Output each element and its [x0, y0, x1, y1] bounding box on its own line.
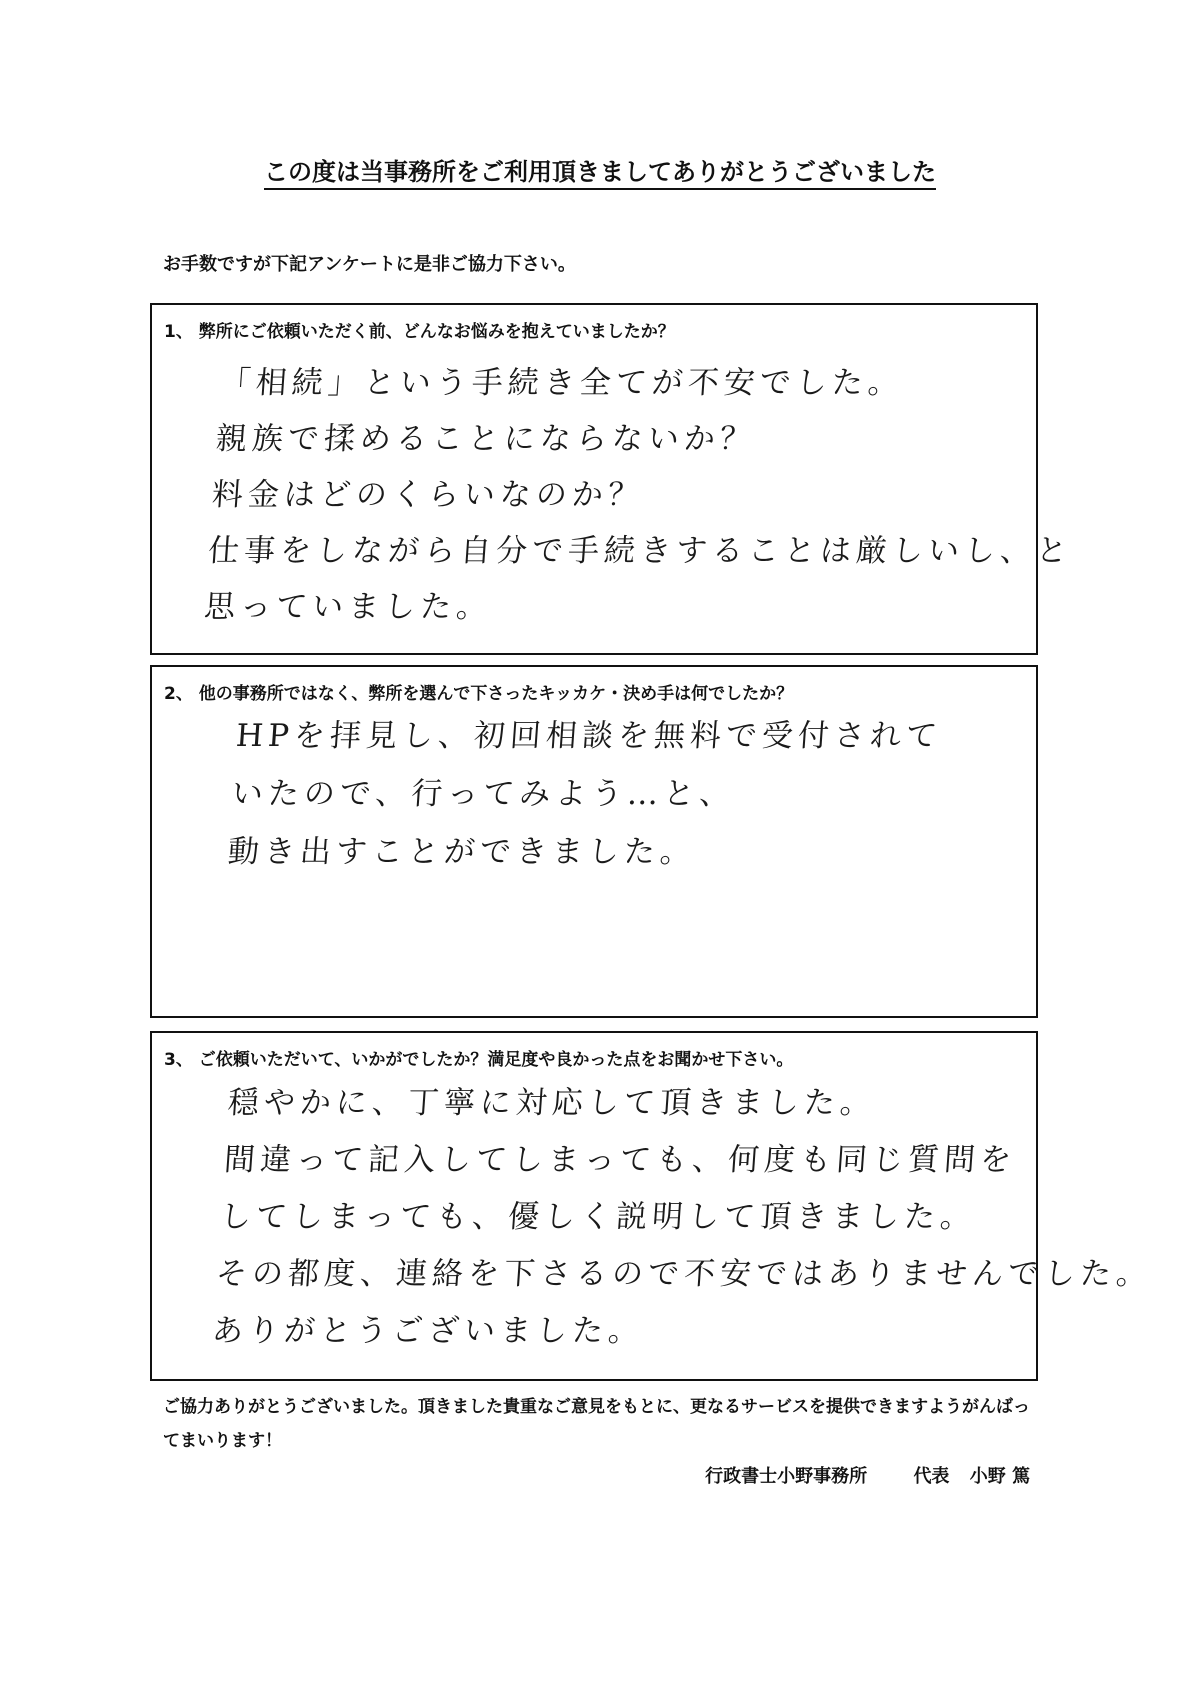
question-3-label: 3、 ご依頼いただいて、いかがでしたか？満足度や良かった点をお聞かせ下さい。	[164, 1050, 794, 1070]
representative-role: 代表	[913, 1466, 950, 1487]
closing-message: ご協力ありがとうございました。頂きました貴重なご意見をもとに、更なるサービスを提供できますようがんばってまいります！	[163, 1397, 1030, 1451]
answer-line: いたので、行ってみよう…と、	[230, 776, 737, 812]
question-1-label: 1、 弊所にご依頼いただく前、どんなお悩みを抱えていましたか？	[164, 322, 675, 342]
answer-line: 仕事をしながら自分で手続きすることは厳しいし、と	[206, 533, 1074, 569]
signature	[705, 1462, 1030, 1488]
answer-line: HPを拝見し、初回相談を無料で受付されて	[234, 718, 944, 754]
question-box-1	[150, 303, 1074, 655]
page-title	[0, 152, 1200, 187]
answer-line: 穏やかに、丁寧に対応して頂きました。	[226, 1085, 878, 1121]
answer-line: 料金はどのくらいなのか？	[210, 477, 646, 513]
answer-line: 親族で揉めることにならないか？	[214, 421, 758, 457]
survey-intro: お手数ですが下記アンケートに是非ご協力下さい。	[163, 254, 576, 275]
answer-line: 動き出すことができました。	[226, 834, 698, 870]
question-box-3	[150, 1031, 1154, 1381]
question-2-answer	[226, 707, 944, 881]
question-3-answer	[210, 1075, 1166, 1360]
question-1-answer	[202, 355, 1086, 635]
question-2-label: 2、 他の事務所ではなく、弊所を選んで下さったキッカケ・決め手は何でしたか？	[164, 684, 794, 704]
answer-line: してしまっても、優しく説明して頂きました。	[218, 1199, 978, 1235]
office-name: 行政書士小野事務所	[705, 1466, 868, 1487]
answer-line: ありがとうございました。	[210, 1313, 646, 1349]
answer-line: 間違って記入してしまっても、何度も同じ質問を	[222, 1142, 1018, 1178]
answer-line: その都度、連絡を下さるので不安ではありませんでした。	[214, 1256, 1154, 1292]
page-title-text: この度は当事務所をご利用頂きましてありがとうございました	[264, 158, 936, 190]
answer-line: 思っていました。	[202, 589, 494, 625]
representative-name: 小野 篤	[969, 1466, 1030, 1487]
answer-line: 「相続」という手続き全てが不安でした。	[218, 365, 906, 401]
question-box-2	[150, 665, 1038, 1018]
